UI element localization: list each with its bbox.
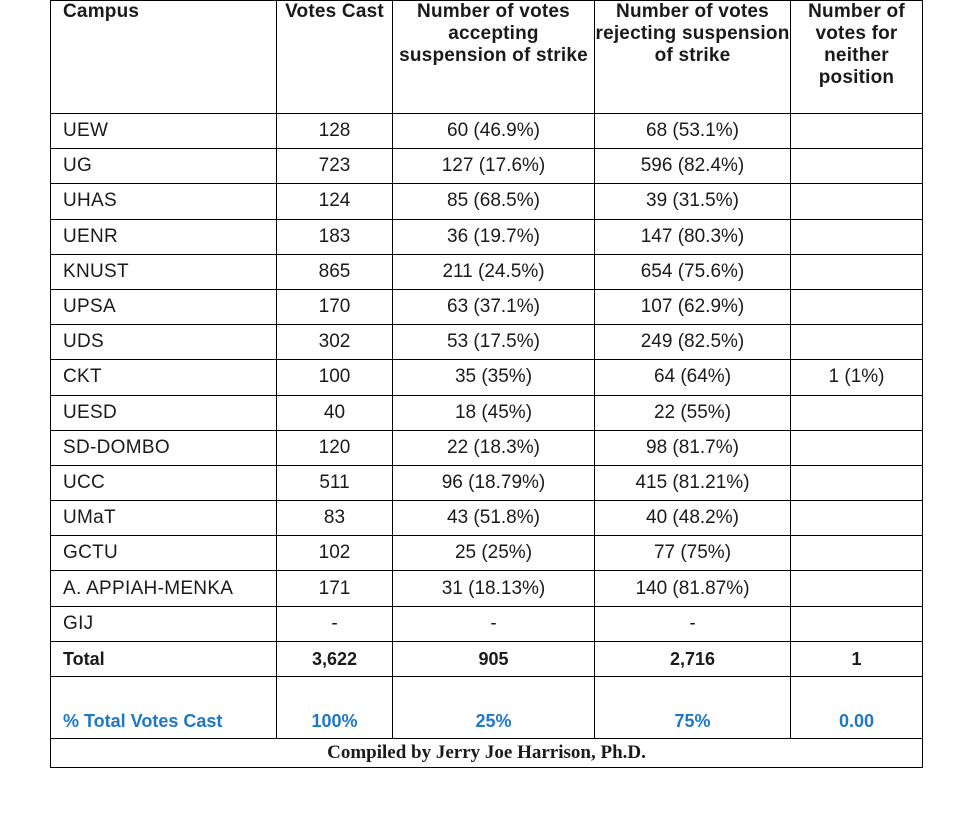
campus-cell: SD-DOMBO [51,430,277,465]
neither-cell [791,325,923,360]
neither-cell [791,149,923,184]
votes-cell: 865 [277,254,393,289]
total-votes: 3,622 [277,641,393,676]
table-row [51,571,923,606]
reject-cell: 22 (55%) [595,395,791,430]
accept-cell: 25 (25%) [393,536,595,571]
votes-cell: 128 [277,114,393,149]
campus-cell: UMaT [51,501,277,536]
campus-cell: UENR [51,219,277,254]
neither-cell [791,430,923,465]
table-row [51,360,923,395]
header-votes-cast: Votes Cast [277,1,393,114]
compiled-by-note: Compiled by Jerry Joe Harrison, Ph.D. [51,738,923,767]
neither-cell [791,114,923,149]
vote-results-table [50,0,923,768]
table-row [51,501,923,536]
reject-cell: 77 (75%) [595,536,791,571]
neither-cell [791,536,923,571]
votes-cell: 100 [277,360,393,395]
total-reject: 2,716 [595,641,791,676]
accept-cell: 22 (18.3%) [393,430,595,465]
accept-cell: 85 (68.5%) [393,184,595,219]
total-accept: 905 [393,641,595,676]
accept-cell: 60 (46.9%) [393,114,595,149]
accept-cell: 43 (51.8%) [393,501,595,536]
campus-cell: UG [51,149,277,184]
header-accepting: Number of votes accepting suspension of strike [393,1,595,114]
reject-cell: 64 (64%) [595,360,791,395]
table-row [51,149,923,184]
percent-row [51,676,923,738]
footer-row [51,738,923,767]
reject-cell: 654 (75.6%) [595,254,791,289]
header-neither: Number of votes for neither position [791,1,923,114]
header-rejecting: Number of votes rejecting suspension of strike [595,1,791,114]
campus-cell: UEW [51,114,277,149]
neither-cell [791,184,923,219]
campus-cell: UPSA [51,289,277,324]
accept-cell: 211 (24.5%) [393,254,595,289]
table-row [51,289,923,324]
votes-cell: 102 [277,536,393,571]
accept-cell: 127 (17.6%) [393,149,595,184]
reject-cell: 98 (81.7%) [595,430,791,465]
neither-cell [791,254,923,289]
table-row [51,184,923,219]
table-row [51,465,923,500]
header-campus: Campus [51,1,277,114]
accept-cell: 53 (17.5%) [393,325,595,360]
campus-cell: KNUST [51,254,277,289]
accept-cell: 31 (18.13%) [393,571,595,606]
votes-cell: - [277,606,393,641]
header-row [51,1,923,114]
table-row [51,606,923,641]
reject-cell: 39 (31.5%) [595,184,791,219]
reject-cell: 140 (81.87%) [595,571,791,606]
campus-cell: GIJ [51,606,277,641]
total-row [51,641,923,676]
accept-cell: 36 (19.7%) [393,219,595,254]
accept-cell: - [393,606,595,641]
campus-cell: UHAS [51,184,277,219]
table-row [51,536,923,571]
neither-cell [791,571,923,606]
reject-cell: 68 (53.1%) [595,114,791,149]
campus-cell: GCTU [51,536,277,571]
votes-cell: 120 [277,430,393,465]
votes-cell: 302 [277,325,393,360]
votes-cell: 40 [277,395,393,430]
table-row [51,254,923,289]
table-row [51,219,923,254]
reject-cell: 249 (82.5%) [595,325,791,360]
campus-cell: UESD [51,395,277,430]
accept-cell: 18 (45%) [393,395,595,430]
campus-cell: UCC [51,465,277,500]
table-row [51,114,923,149]
votes-cell: 511 [277,465,393,500]
reject-cell: 596 (82.4%) [595,149,791,184]
reject-cell: 40 (48.2%) [595,501,791,536]
votes-cell: 723 [277,149,393,184]
votes-cell: 183 [277,219,393,254]
percent-label: % Total Votes Cast [51,676,277,738]
reject-cell: 107 (62.9%) [595,289,791,324]
neither-cell: 1 (1%) [791,360,923,395]
neither-cell [791,395,923,430]
table-row [51,395,923,430]
total-neither: 1 [791,641,923,676]
accept-cell: 96 (18.79%) [393,465,595,500]
percent-neither: 0.00 [791,676,923,738]
percent-reject: 75% [595,676,791,738]
votes-cell: 83 [277,501,393,536]
neither-cell [791,606,923,641]
accept-cell: 35 (35%) [393,360,595,395]
reject-cell: 147 (80.3%) [595,219,791,254]
votes-cell: 170 [277,289,393,324]
votes-cell: 124 [277,184,393,219]
campus-cell: A. APPIAH-MENKA [51,571,277,606]
percent-votes: 100% [277,676,393,738]
reject-cell: - [595,606,791,641]
reject-cell: 415 (81.21%) [595,465,791,500]
table-row [51,430,923,465]
campus-cell: UDS [51,325,277,360]
table-row [51,325,923,360]
total-label: Total [51,641,277,676]
neither-cell [791,289,923,324]
neither-cell [791,501,923,536]
neither-cell [791,465,923,500]
neither-cell [791,219,923,254]
accept-cell: 63 (37.1%) [393,289,595,324]
campus-cell: CKT [51,360,277,395]
percent-accept: 25% [393,676,595,738]
votes-cell: 171 [277,571,393,606]
